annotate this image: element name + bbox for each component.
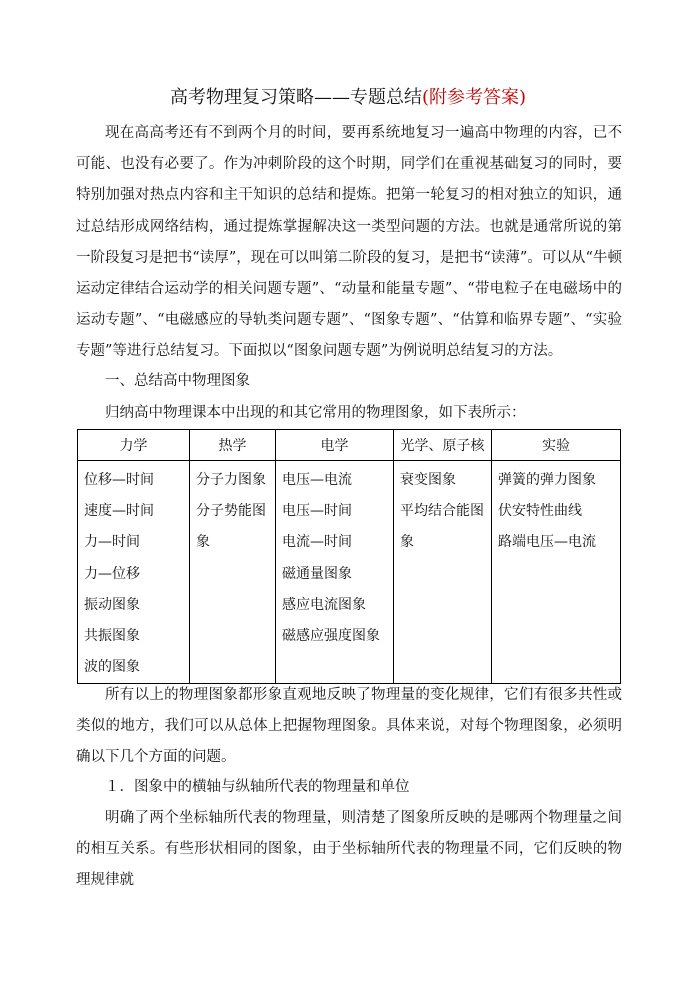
- title-main: 高考物理复习策略——专题总结: [169, 87, 422, 108]
- intro-paragraph: 现在高高考还有不到两个月的时间，要再系统地复习一遍高中物理的内容，已不可能、也没有必要了。作为冲刺阶段的这个时期，同学们在重视基础复习的同时，要特别加强对热点内容和主干知识的总结和提炼。把第一轮复习的相对独立的知识，通过总结形成网络结构，通过提炼掌握解决这一类型问题的方法。也就是通常所说的第一阶段复习是把书“读厚”，现在可以叫第二阶段的复习，是把书“读薄”。可以从“牛顿运动定律结合运动学的相关问题专题”、“动量和能量专题”、“带电粒子在电磁场中的运动专题”、“电磁感应的导轨类问题专题”、“图象专题”、“估算和临界专题”、“实验专题”等进行总结复习。下面拟以“图象问题专题”为例说明总结复习的方法。: [76, 125, 622, 360]
- table-cell-item: 弹簧的弹力图象: [498, 472, 596, 488]
- table-cell-item: 共振图象: [84, 627, 140, 644]
- table-cell-item: 平均结合能图象: [400, 503, 484, 551]
- table-cell-item: 路端电压—电流: [498, 534, 596, 551]
- column-thermal: [190, 461, 276, 684]
- header-mechanics: 力学: [78, 430, 190, 461]
- header-experiment: 实验: [492, 430, 621, 461]
- table-cell-item: 分子势能图象: [196, 503, 266, 551]
- table-cell-item: 衰变图象: [400, 472, 456, 488]
- table-body-row: [78, 461, 621, 684]
- document-title: [0, 86, 696, 110]
- table-header-row: [78, 430, 621, 461]
- table-cell-item: 电压—电流: [282, 472, 352, 488]
- axes-paragraph: 明确了两个坐标轴所代表的物理量，则清楚了图象所反映的是哪两个物理量之间的相互关系。有些形状相同的图象，由于坐标轴所代表的物理量不同，它们反映的物理规律就: [76, 810, 622, 889]
- table-intro-text: 归纳高中物理课本中出现的和其它常用的物理图象，如下表所示：: [105, 405, 526, 421]
- table-cell-item: 位移—时间: [84, 472, 154, 488]
- column-electricity: [276, 461, 394, 684]
- table-cell-item: 波的图象: [84, 659, 140, 676]
- physics-graphs-table: [77, 429, 621, 684]
- table-cell-item: 力—位移: [84, 565, 140, 582]
- table-cell-item: 伏安特性曲线: [498, 503, 582, 520]
- column-mechanics: [78, 461, 190, 684]
- table-cell-item: 速度—时间: [84, 503, 154, 520]
- table-cell-item: 力—时间: [84, 534, 140, 551]
- summary-paragraph: 所有以上的物理图象都形象直观地反映了物理量的变化规律，它们有很多共性或类似的地方，我们可以从总体上把握物理图象。具体来说，对每个物理图象，必须明确以下几个方面的问题。: [76, 687, 622, 766]
- table-cell-item: 分子力图象: [196, 472, 266, 488]
- header-optics-nuclear: 光学、原子核: [394, 430, 492, 461]
- section-heading-1: 一、总结高中物理图象: [105, 373, 250, 389]
- table-cell-item: 磁通量图象: [282, 565, 352, 582]
- table-cell-item: 感应电流图象: [282, 596, 366, 613]
- title-answer-note: (附参考答案): [421, 87, 527, 108]
- table-cell-item: 振动图象: [84, 596, 140, 613]
- column-optics-nuclear: [394, 461, 492, 684]
- header-electricity: 电学: [276, 430, 394, 461]
- table-cell-item: 磁感应强度图象: [282, 627, 380, 644]
- table-cell-item: 电压—时间: [282, 503, 352, 520]
- header-thermal: 热学: [190, 430, 276, 461]
- subheading-axes: １．图象中的横轴与纵轴所代表的物理量和单位: [105, 779, 410, 795]
- column-experiment: [492, 461, 621, 684]
- table-cell-item: 电流—时间: [282, 534, 352, 551]
